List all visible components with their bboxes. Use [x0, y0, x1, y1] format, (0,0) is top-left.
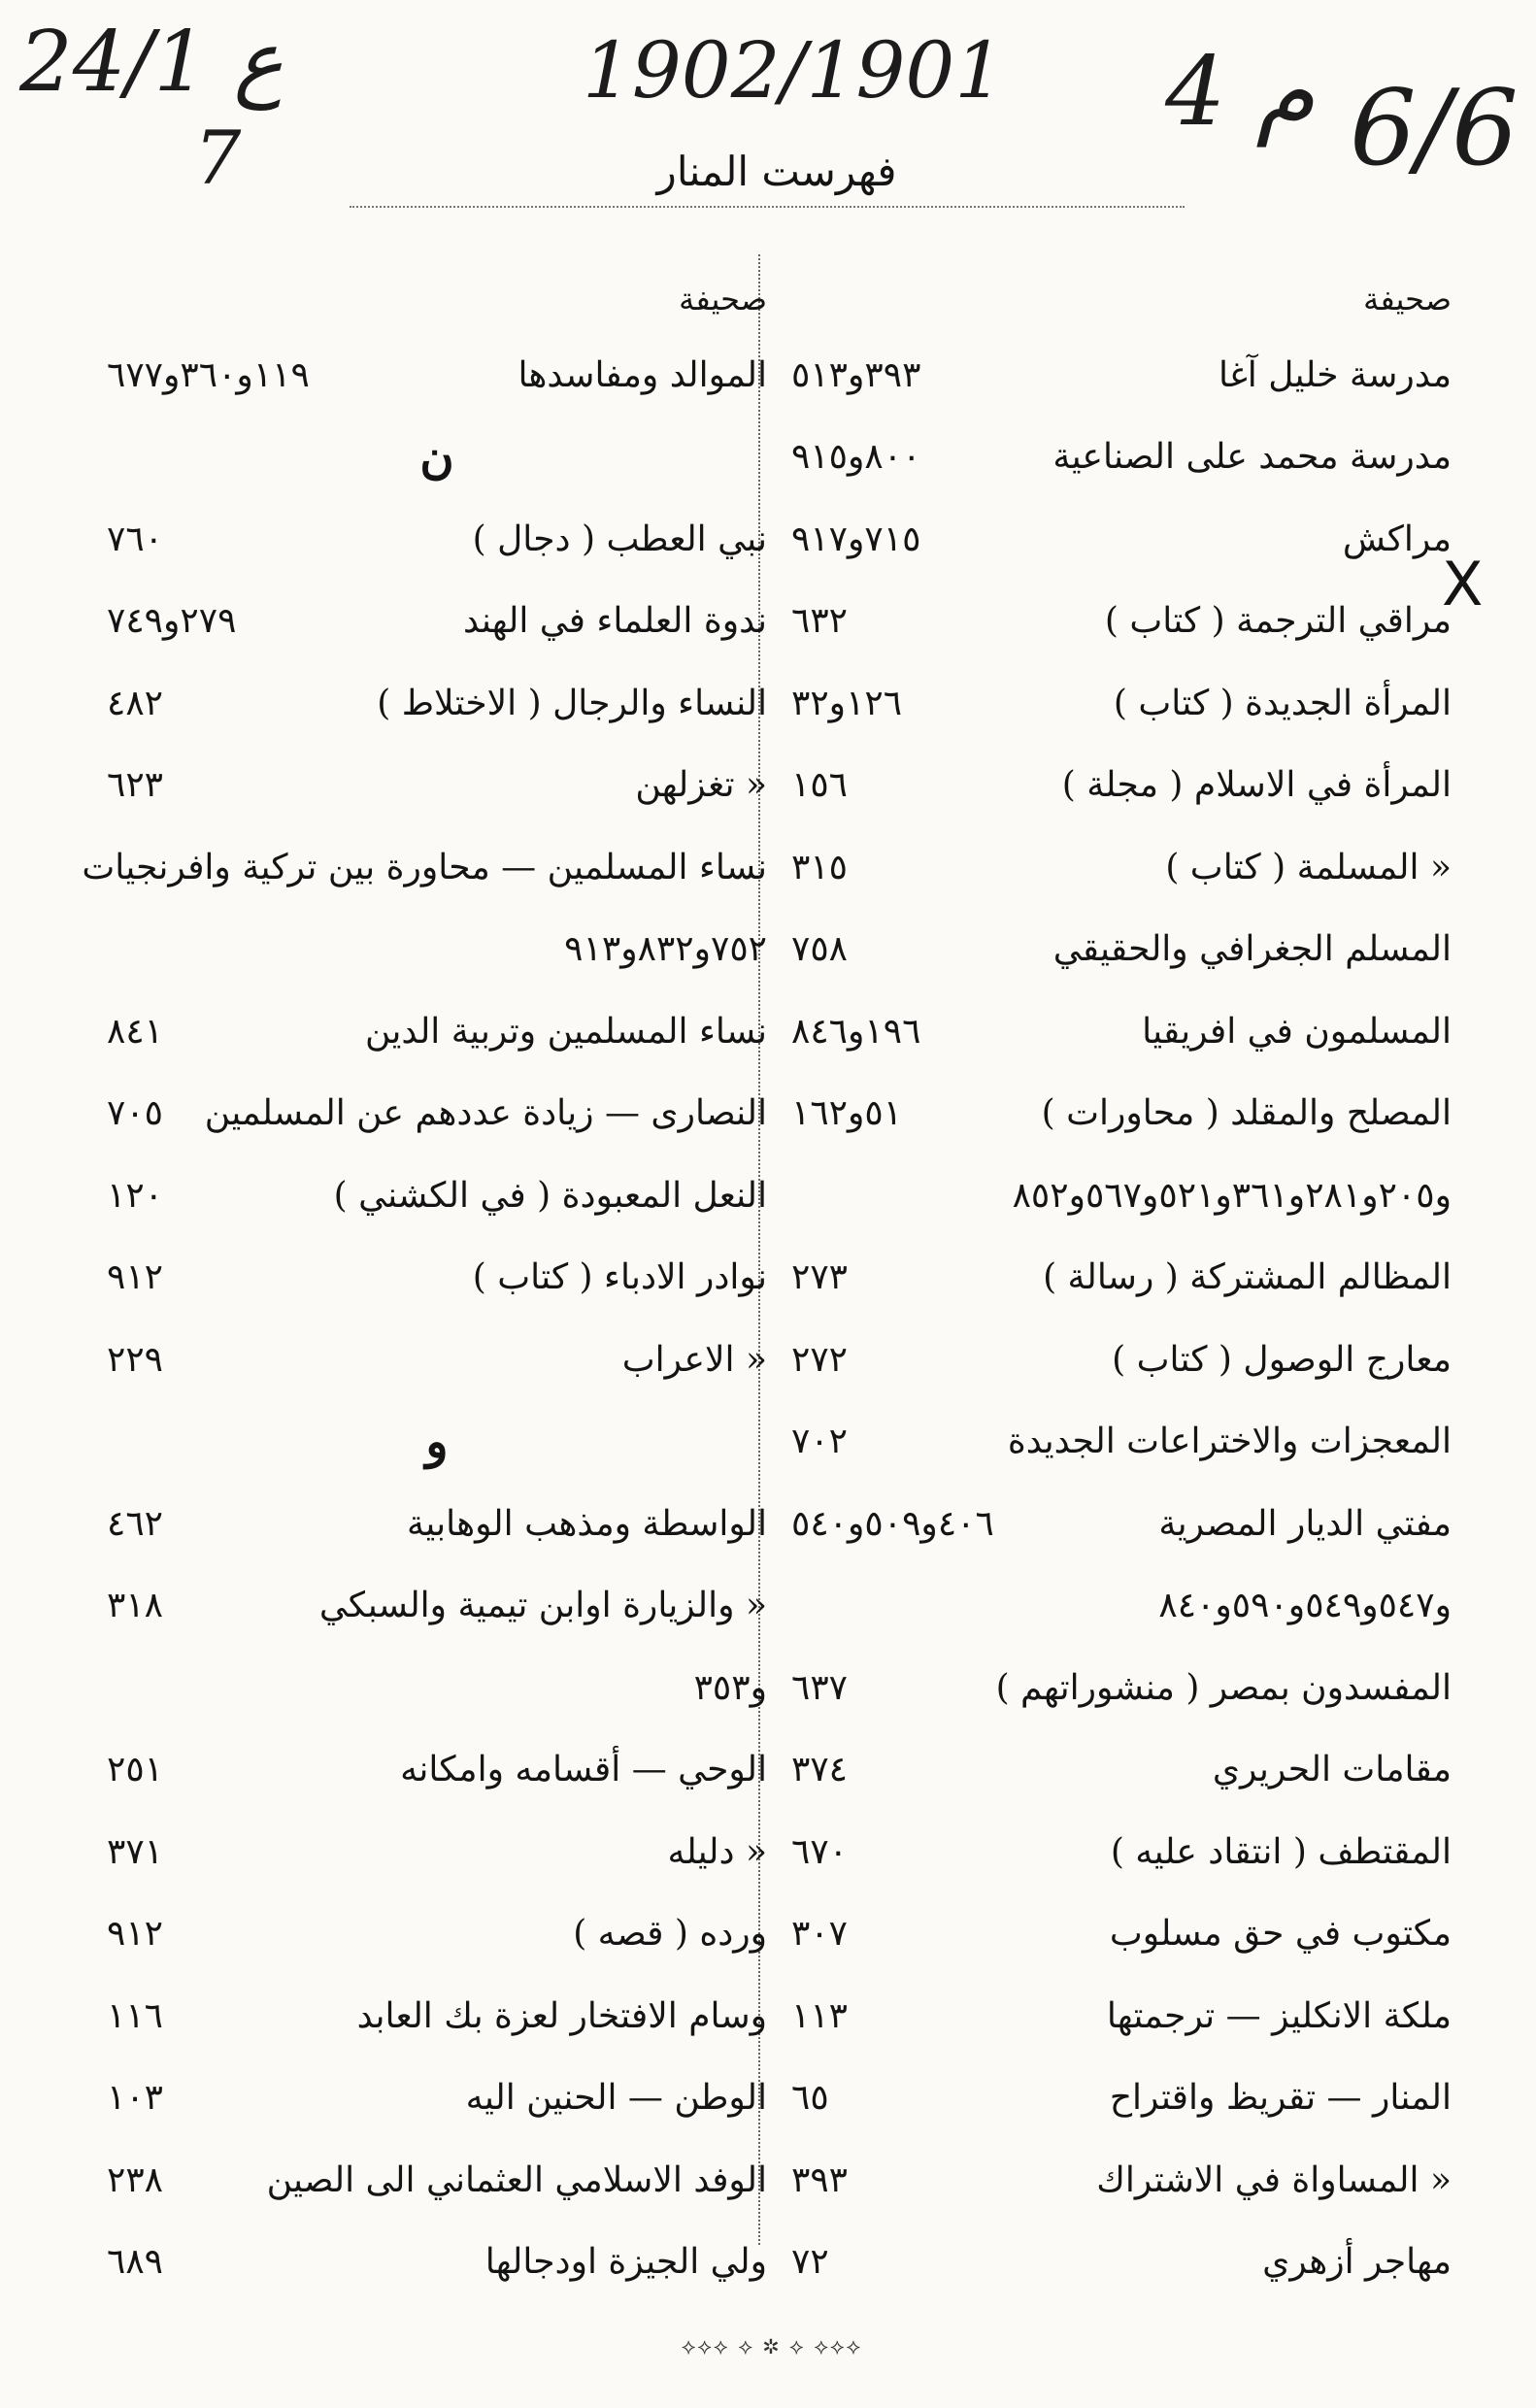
entry-title: نوادر الادباء ( كتاب ): [472, 1257, 767, 1298]
section-letter: ن: [419, 429, 454, 485]
index-entry: [791, 1237, 1452, 1320]
entry-pages: ٢٣٨: [107, 2159, 164, 2200]
index-entry: [107, 1483, 767, 1565]
entry-title: نساء المسلمين — محاورة بين تركية وافرنجيات: [82, 847, 767, 887]
entry-title: الوفد الاسلامي العثماني الى الصين: [266, 2159, 767, 2200]
index-entry: [82, 826, 767, 909]
handwritten-volume: 4 م: [1165, 37, 1316, 148]
index-entry: [107, 745, 767, 827]
index-entry: [107, 2139, 767, 2222]
entry-title: النساء والرجال ( الاختلاط ): [377, 683, 767, 723]
entry-title: المرأة في الاسلام ( مجلة ): [1061, 765, 1452, 806]
entry-pages: ٦٧٠: [791, 1831, 849, 1872]
entry-title: النصارى — زيادة عددهم عن المسلمين: [204, 1093, 767, 1134]
entry-pages: ١٢٠: [107, 1175, 164, 1216]
entry-title: « المسلمة ( كتاب ): [1165, 847, 1452, 887]
index-entry: [107, 1811, 767, 1893]
index-entry: [107, 498, 767, 581]
entry-title: ولي الجيزة اودجالها: [484, 2242, 767, 2283]
index-entry: [107, 1729, 767, 1812]
entry-title: المرأة الجديدة ( كتاب ): [1113, 683, 1452, 723]
handwritten-years: 1902/1901: [583, 25, 1005, 116]
entry-pages: ٧٦٠: [107, 518, 164, 559]
entry-title: نبي العطب ( دجال ): [472, 518, 767, 559]
index-entry: [107, 1154, 767, 1237]
entry-title: المسلم الجغرافي والحقيقي: [1052, 929, 1452, 970]
entry-pages: ٧٢: [791, 2242, 829, 2283]
index-entry: [791, 1401, 1452, 1484]
entry-title: « والزيارة اوابن تيمية والسبكي: [318, 1586, 767, 1626]
index-entry: [791, 1565, 1452, 1648]
index-entry: [107, 1647, 767, 1729]
entry-pages: ٣٩٣: [791, 2159, 849, 2200]
entry-title: المعجزات والاختراعات الجديدة: [1007, 1421, 1452, 1462]
entry-title: مدرسة خليل آغا: [1218, 354, 1452, 395]
entry-pages: ١٢٦و٣٢: [791, 683, 903, 723]
index-entry: [791, 581, 1452, 663]
index-entry: [107, 1237, 767, 1320]
entry-pages: ١١٩و٣٦٠و٦٧٧: [107, 354, 310, 395]
title-divider: [350, 206, 1185, 208]
index-entry: [791, 498, 1452, 581]
index-entry: [107, 1893, 767, 1976]
entry-title: المقتطف ( انتقاد عليه ): [1110, 1831, 1452, 1872]
entry-pages: ٧٠٢: [791, 1421, 849, 1462]
column-header: صحيفة: [1363, 281, 1452, 318]
entry-title: « الاعراب: [621, 1339, 767, 1380]
entry-pages: ٦٣٢: [791, 601, 849, 642]
entry-title: ٧٥٢و٨٣٢و٩١٣: [564, 929, 767, 970]
entry-title: مفتي الديار المصرية: [1158, 1503, 1452, 1544]
handwritten-code: 24/1 ع: [19, 14, 284, 111]
entry-title: المسلمون في افريقيا: [1142, 1011, 1452, 1052]
entry-pages: ٦٨٩: [107, 2242, 164, 2283]
index-entry: [791, 826, 1452, 909]
entry-pages: ٢٧٩و٧٤٩: [107, 601, 237, 642]
entry-pages: ٩١٢: [107, 1914, 164, 1955]
entry-title: مراكش: [1342, 518, 1452, 559]
entry-pages: ٢٢٩: [107, 1339, 164, 1380]
entry-pages: ٧٠٥: [107, 1093, 164, 1134]
entry-title: المفسدون بمصر ( منشوراتهم ): [995, 1667, 1452, 1708]
entry-pages: ٦٢٣: [107, 765, 164, 806]
entry-pages: ٩١٢: [107, 1257, 164, 1298]
bottom-ornament: ⟡⟡⟡ ⟡ ✲ ⟡ ⟡⟡⟡: [681, 2335, 863, 2359]
index-entry: [791, 334, 1452, 417]
entry-pages: ١٥٦: [791, 765, 849, 806]
entry-title: مهاجر أزهري: [1262, 2242, 1452, 2283]
index-entry: [791, 1073, 1452, 1155]
entry-pages: ٣١٨: [107, 1586, 164, 1626]
index-entry: [791, 1647, 1452, 1729]
index-entry: [791, 1154, 1452, 1237]
index-column-right: [791, 264, 1452, 2303]
entry-list: [82, 334, 767, 2303]
entry-title: الموالد ومفاسدها: [518, 354, 767, 395]
entry-title: النعل المعبودة ( في الكشني ): [333, 1175, 767, 1216]
index-entry: [107, 1319, 767, 1401]
handwritten-fraction: 6/6: [1350, 68, 1519, 189]
entry-title: ندوة العلماء في الهند: [463, 601, 767, 642]
index-entry: [107, 2057, 767, 2140]
index-entry: [107, 909, 767, 991]
index-entry: [791, 417, 1452, 499]
index-entry: [791, 662, 1452, 745]
entry-pages: ٥١و١٦٢: [791, 1093, 903, 1134]
index-entry: [107, 1565, 767, 1648]
index-entry: [107, 334, 767, 417]
index-entry: [791, 1729, 1452, 1812]
entry-title: « تغزلهن: [635, 765, 767, 806]
entry-title: المصلح والمقلد ( محاورات ): [1041, 1093, 1452, 1134]
index-entry: [107, 1975, 767, 2057]
entry-pages: ٣٠٧: [791, 1914, 849, 1955]
entry-title: وسام الافتخار لعزة بك العابد: [356, 1995, 767, 2036]
entry-title: « دليله: [667, 1831, 767, 1872]
entry-title: مدرسة محمد على الصناعية: [1052, 437, 1452, 478]
entry-pages: ٨٠٠و٩١٥: [791, 437, 921, 478]
entry-pages: ٢٥١: [107, 1750, 164, 1790]
index-entry: [791, 2222, 1452, 2304]
index-entry: [791, 1483, 1452, 1565]
entry-pages: ٣٩٣و٥١٣: [791, 354, 921, 395]
entry-pages: ٤٨٢: [107, 683, 164, 723]
index-entry: [107, 2222, 767, 2304]
index-entry: [791, 745, 1452, 827]
entry-title: الوحي — أقسامه وامكانه: [400, 1750, 767, 1790]
entry-title: الواسطة ومذهب الوهابية: [406, 1503, 767, 1544]
entry-title: معارج الوصول ( كتاب ): [1112, 1339, 1452, 1380]
entry-pages: ٧١٥و٩١٧: [791, 518, 921, 559]
index-entry: [791, 1811, 1452, 1893]
handwritten-seven: 7: [194, 115, 242, 201]
entry-title: « المساواة في الاشتراك: [1096, 2159, 1452, 2200]
entry-pages: ١٩٦و٨٤٦: [791, 1011, 921, 1052]
entry-pages: ٣١٥: [791, 847, 849, 887]
index-entry: [791, 1893, 1452, 1976]
index-entry: [791, 2057, 1452, 2140]
section-letter: و: [425, 1414, 449, 1469]
entry-title: و٢٠٥و٢٨١و٣٦١و٥٢١و٥٦٧و٨٥٢: [1012, 1175, 1452, 1216]
index-entry: [107, 1073, 767, 1155]
index-column-left: [82, 264, 767, 2303]
entry-list: [791, 334, 1452, 2303]
entry-title: نساء المسلمين وتربية الدين: [365, 1011, 767, 1052]
column-header: صحيفة: [679, 281, 767, 318]
entry-title: ورده ( قصه ): [573, 1914, 767, 1955]
entry-title: الوطن — الحنين اليه: [465, 2078, 767, 2119]
entry-title: و٥٤٧و٥٤٩و٥٩٠و٨٤٠: [1158, 1586, 1452, 1626]
entry-pages: ٤٦٢: [107, 1503, 164, 1544]
entry-pages: ٢٧٢: [791, 1339, 849, 1380]
entry-title: مراقي الترجمة ( كتاب ): [1104, 601, 1452, 642]
index-entry: [107, 662, 767, 745]
page-title: فهرست المنار: [656, 148, 897, 195]
entry-pages: ١١٣: [791, 1995, 849, 2036]
entry-pages: ٦٥: [791, 2078, 829, 2119]
index-entry: [791, 1319, 1452, 1401]
index-entry: [791, 1975, 1452, 2057]
entry-pages: ٨٤١: [107, 1011, 164, 1052]
entry-pages: ٣٧١: [107, 1831, 164, 1872]
entry-title: مكتوب في حق مسلوب: [1109, 1914, 1452, 1955]
entry-title: و٣٥٣: [693, 1667, 767, 1708]
index-entry: [791, 990, 1452, 1073]
index-entry: [791, 909, 1452, 991]
index-entry: [107, 990, 767, 1073]
entry-pages: ١١٦: [107, 1995, 164, 2036]
entry-title: ملكة الانكليز — ترجمتها: [1106, 1995, 1452, 2036]
entry-pages: ٣٧٤: [791, 1750, 849, 1790]
index-entry: [107, 581, 767, 663]
entry-pages: ٦٣٧: [791, 1667, 849, 1708]
entry-pages: ٢٧٣: [791, 1257, 849, 1298]
entry-title: مقامات الحريري: [1212, 1750, 1452, 1790]
entry-title: المظالم المشتركة ( رسالة ): [1043, 1257, 1452, 1298]
entry-pages: ٤٠٦و٥٠٩و٥٤٠: [791, 1503, 994, 1544]
entry-title: المنار — تقريظ واقتراح: [1109, 2078, 1452, 2119]
margin-x-mark: X: [1442, 549, 1484, 619]
entry-pages: ٧٥٨: [791, 929, 849, 970]
entry-pages: ١٠٣: [107, 2078, 164, 2119]
index-entry: [791, 2139, 1452, 2222]
